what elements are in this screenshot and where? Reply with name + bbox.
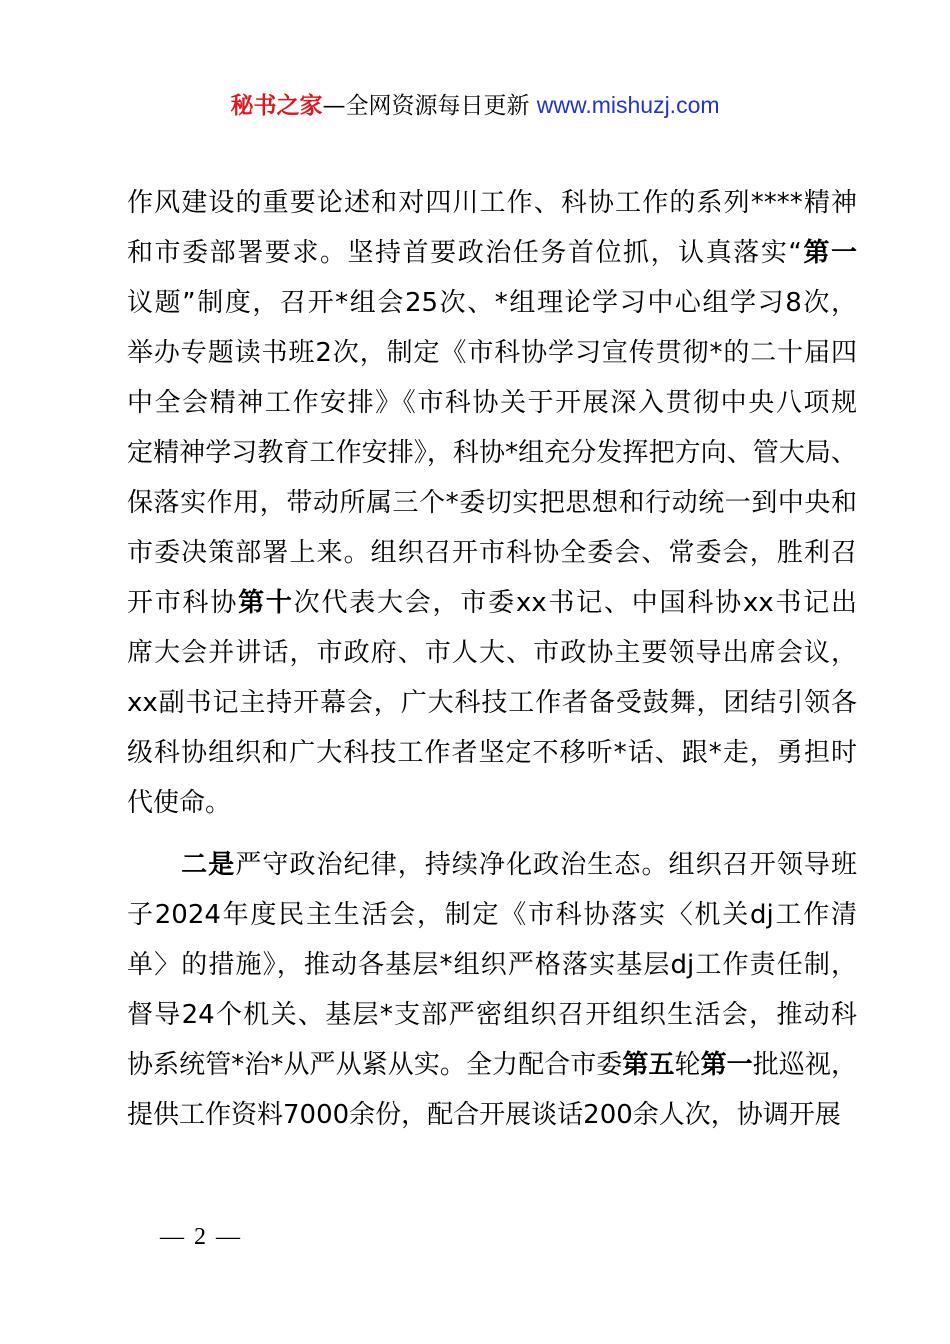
text-run: 级科协组织和广大科技工作者坚定不移听*话、跟*走，勇担时 <box>127 738 857 768</box>
bold-text: 二是 <box>181 850 236 880</box>
text-line <box>127 840 857 890</box>
site-url-link[interactable]: www.mishuzj.com <box>536 92 720 118</box>
text-line <box>127 578 857 628</box>
text-line <box>127 478 857 528</box>
bold-text: 第一 <box>700 1050 753 1080</box>
text-line <box>127 328 857 378</box>
text-run: 单〉的措施》，推动各基层*组织严格落实基层dj工作责任制， <box>127 950 857 980</box>
text-line <box>127 528 857 578</box>
text-line <box>127 1090 857 1140</box>
text-run: 作风建设的重要论述和对四川工作、科协工作的系列****精神 <box>127 188 857 218</box>
text-run: 举办专题读书班2次，制定《市科协学习宣传贯彻*的二十届四 <box>127 338 857 368</box>
text-run <box>127 850 181 880</box>
text-run: xx副书记主持开幕会，广大科技工作者备受鼓舞，团结引领各 <box>127 688 857 718</box>
text-run: 定精神学习教育工作安排》，科协*组充分发挥把方向、管大局、 <box>127 438 857 468</box>
body-paragraph-1 <box>127 178 857 828</box>
text-run: 和市委部署要求。坚持首要政治任务首位抓，认真落实“ <box>127 238 802 268</box>
text-line <box>127 228 857 278</box>
text-line <box>127 990 857 1040</box>
text-run: 协系统管*治*从严从紧从实。全力配合市委 <box>127 1050 623 1080</box>
text-run: 开市科协 <box>127 588 239 618</box>
bold-text: 第五 <box>622 1050 675 1080</box>
site-header <box>0 88 950 123</box>
bold-text: 第一 <box>801 238 857 268</box>
text-line <box>127 428 857 478</box>
site-slogan: —全网资源每日更新 <box>322 93 530 119</box>
text-line <box>127 628 857 678</box>
text-run: 议题”制度，召开*组会25次、*组理论学习中心组学习8次， <box>127 288 857 318</box>
page-number: — 2 — <box>160 1224 242 1250</box>
text-run: 次代表大会，市委xx书记、中国科协xx书记出 <box>293 588 857 618</box>
text-run: 提供工作资料7000余份，配合开展谈话200余人次，协调开展 <box>127 1100 841 1130</box>
site-brand: 秘书之家 <box>230 93 323 119</box>
text-run: 子2024年度民主生活会，制定《市科协落实〈机关dj工作清 <box>127 900 857 930</box>
text-run: 严守政治纪律，持续净化政治生态。组织召开领导班 <box>235 850 857 880</box>
text-line <box>127 728 857 778</box>
text-run: 轮 <box>674 1050 701 1080</box>
text-line <box>127 778 857 828</box>
text-run: 席大会并讲话，市政府、市人大、市政协主要领导出席会议， <box>127 638 857 668</box>
text-run: 中全会精神工作安排》《市科协关于开展深入贯彻中央八项规 <box>127 388 857 418</box>
text-line <box>127 678 857 728</box>
text-run: 市委决策部署上来。组织召开市科协全委会、常委会，胜利召 <box>127 538 857 568</box>
text-line <box>127 1040 857 1090</box>
text-run: 批巡视， <box>752 1050 857 1080</box>
text-run: 督导24个机关、基层*支部严密组织召开组织生活会，推动科 <box>127 1000 857 1030</box>
text-line <box>127 178 857 228</box>
text-run: 代使命。 <box>127 788 232 818</box>
body-paragraph-2 <box>127 840 857 1140</box>
text-run: 保落实作用，带动所属三个*委切实把思想和行动统一到中央和 <box>127 488 857 518</box>
text-line <box>127 378 857 428</box>
text-line <box>127 940 857 990</box>
text-line <box>127 278 857 328</box>
bold-text: 第十 <box>238 588 294 618</box>
text-line <box>127 890 857 940</box>
